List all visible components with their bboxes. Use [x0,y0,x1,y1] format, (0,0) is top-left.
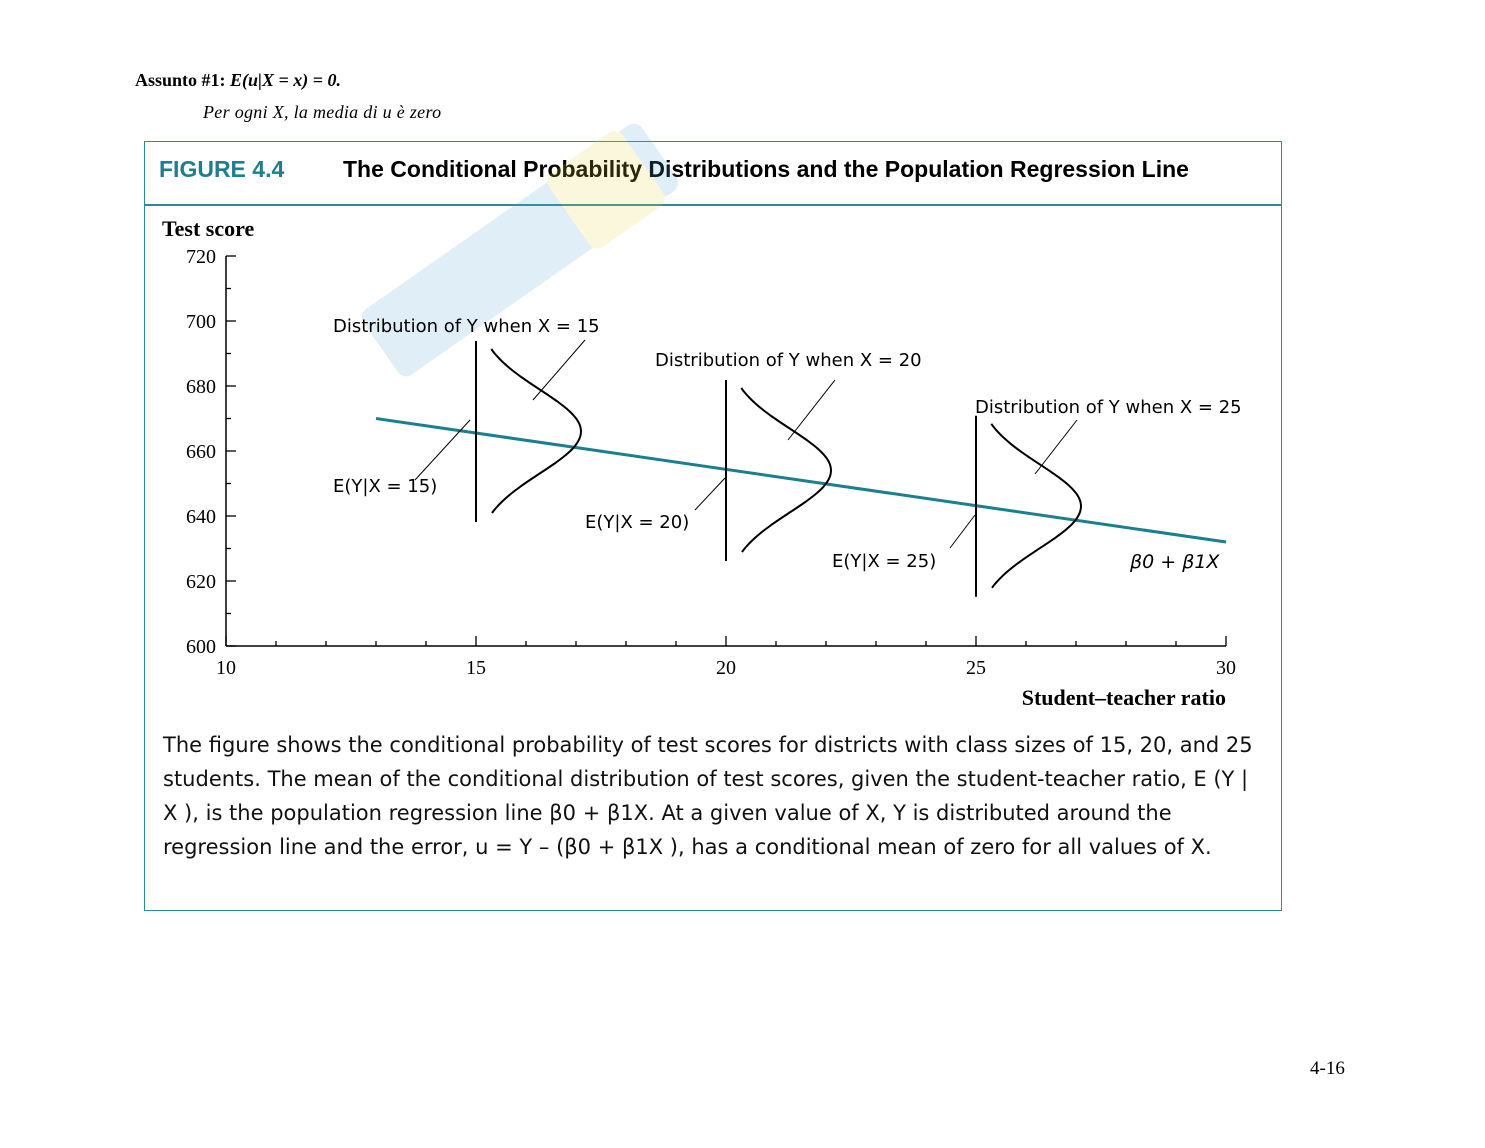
y-axis-label: Test score [162,216,255,241]
y-tick-label: 680 [186,376,216,398]
mean-leader [950,515,975,548]
mean-label: E(Y|X = 20) [585,512,690,533]
y-tick-label: 600 [186,636,216,658]
assumption-label: Assunto #1: [135,70,226,90]
chart-labels [162,216,1242,710]
page-number: 4-16 [1310,1058,1345,1079]
x-axis-label: Student–teacher ratio [1021,685,1226,710]
mean-label: E(Y|X = 25) [832,551,937,572]
assumption-subtitle: Per ogni X, la media di u è zero [203,102,442,122]
distribution-label: Distribution of Y when X = 15 [333,316,600,337]
y-tick-label: 660 [186,441,216,463]
distribution-leader [788,380,835,440]
distribution-curve [491,349,581,513]
regression-line-label: β0 + β1X [1130,551,1220,573]
y-tick-label: 720 [186,246,216,268]
distribution-label: Distribution of Y when X = 20 [655,350,922,371]
y-tick-label: 620 [186,571,216,593]
figure-caption [163,728,1263,864]
y-tick-label: 700 [186,311,216,333]
distribution-leader [1035,420,1077,474]
distribution-leader [533,340,585,400]
x-tick-label: 25 [966,657,986,679]
x-tick-label: 30 [1216,657,1236,679]
y-tick-label: 640 [186,506,216,528]
mean-leader [695,478,725,510]
distribution-curves [376,341,1226,597]
figure-label: FIGURE 4.4 [159,156,285,182]
mean-label: E(Y|X = 15) [333,476,438,497]
x-tick-label: 10 [216,657,236,679]
x-tick-label: 20 [716,657,736,679]
distribution-curve [741,388,831,552]
figure-title: The Conditional Probability Distributions and the Population Regression Line [343,156,1189,182]
assumption-formula: E(u|X = x) = 0. [230,70,342,90]
distribution-curve [991,424,1081,588]
distribution-label: Distribution of Y when X = 25 [975,397,1242,418]
x-tick-label: 15 [466,657,486,679]
caption-text: The figure shows the conditional probability of test scores for districts with class sizes of 15, 20, and 25 students. The mean of the conditional distribution of test scores, given the student-teacher ratio, E (Y | X ), is the population regression line β0 + β1X. At a given value of X, Y is distributed around the regression line and the error, u = Y – (β0 + β1X ), has a conditional mean of zero for all values of X. [163,733,1253,859]
